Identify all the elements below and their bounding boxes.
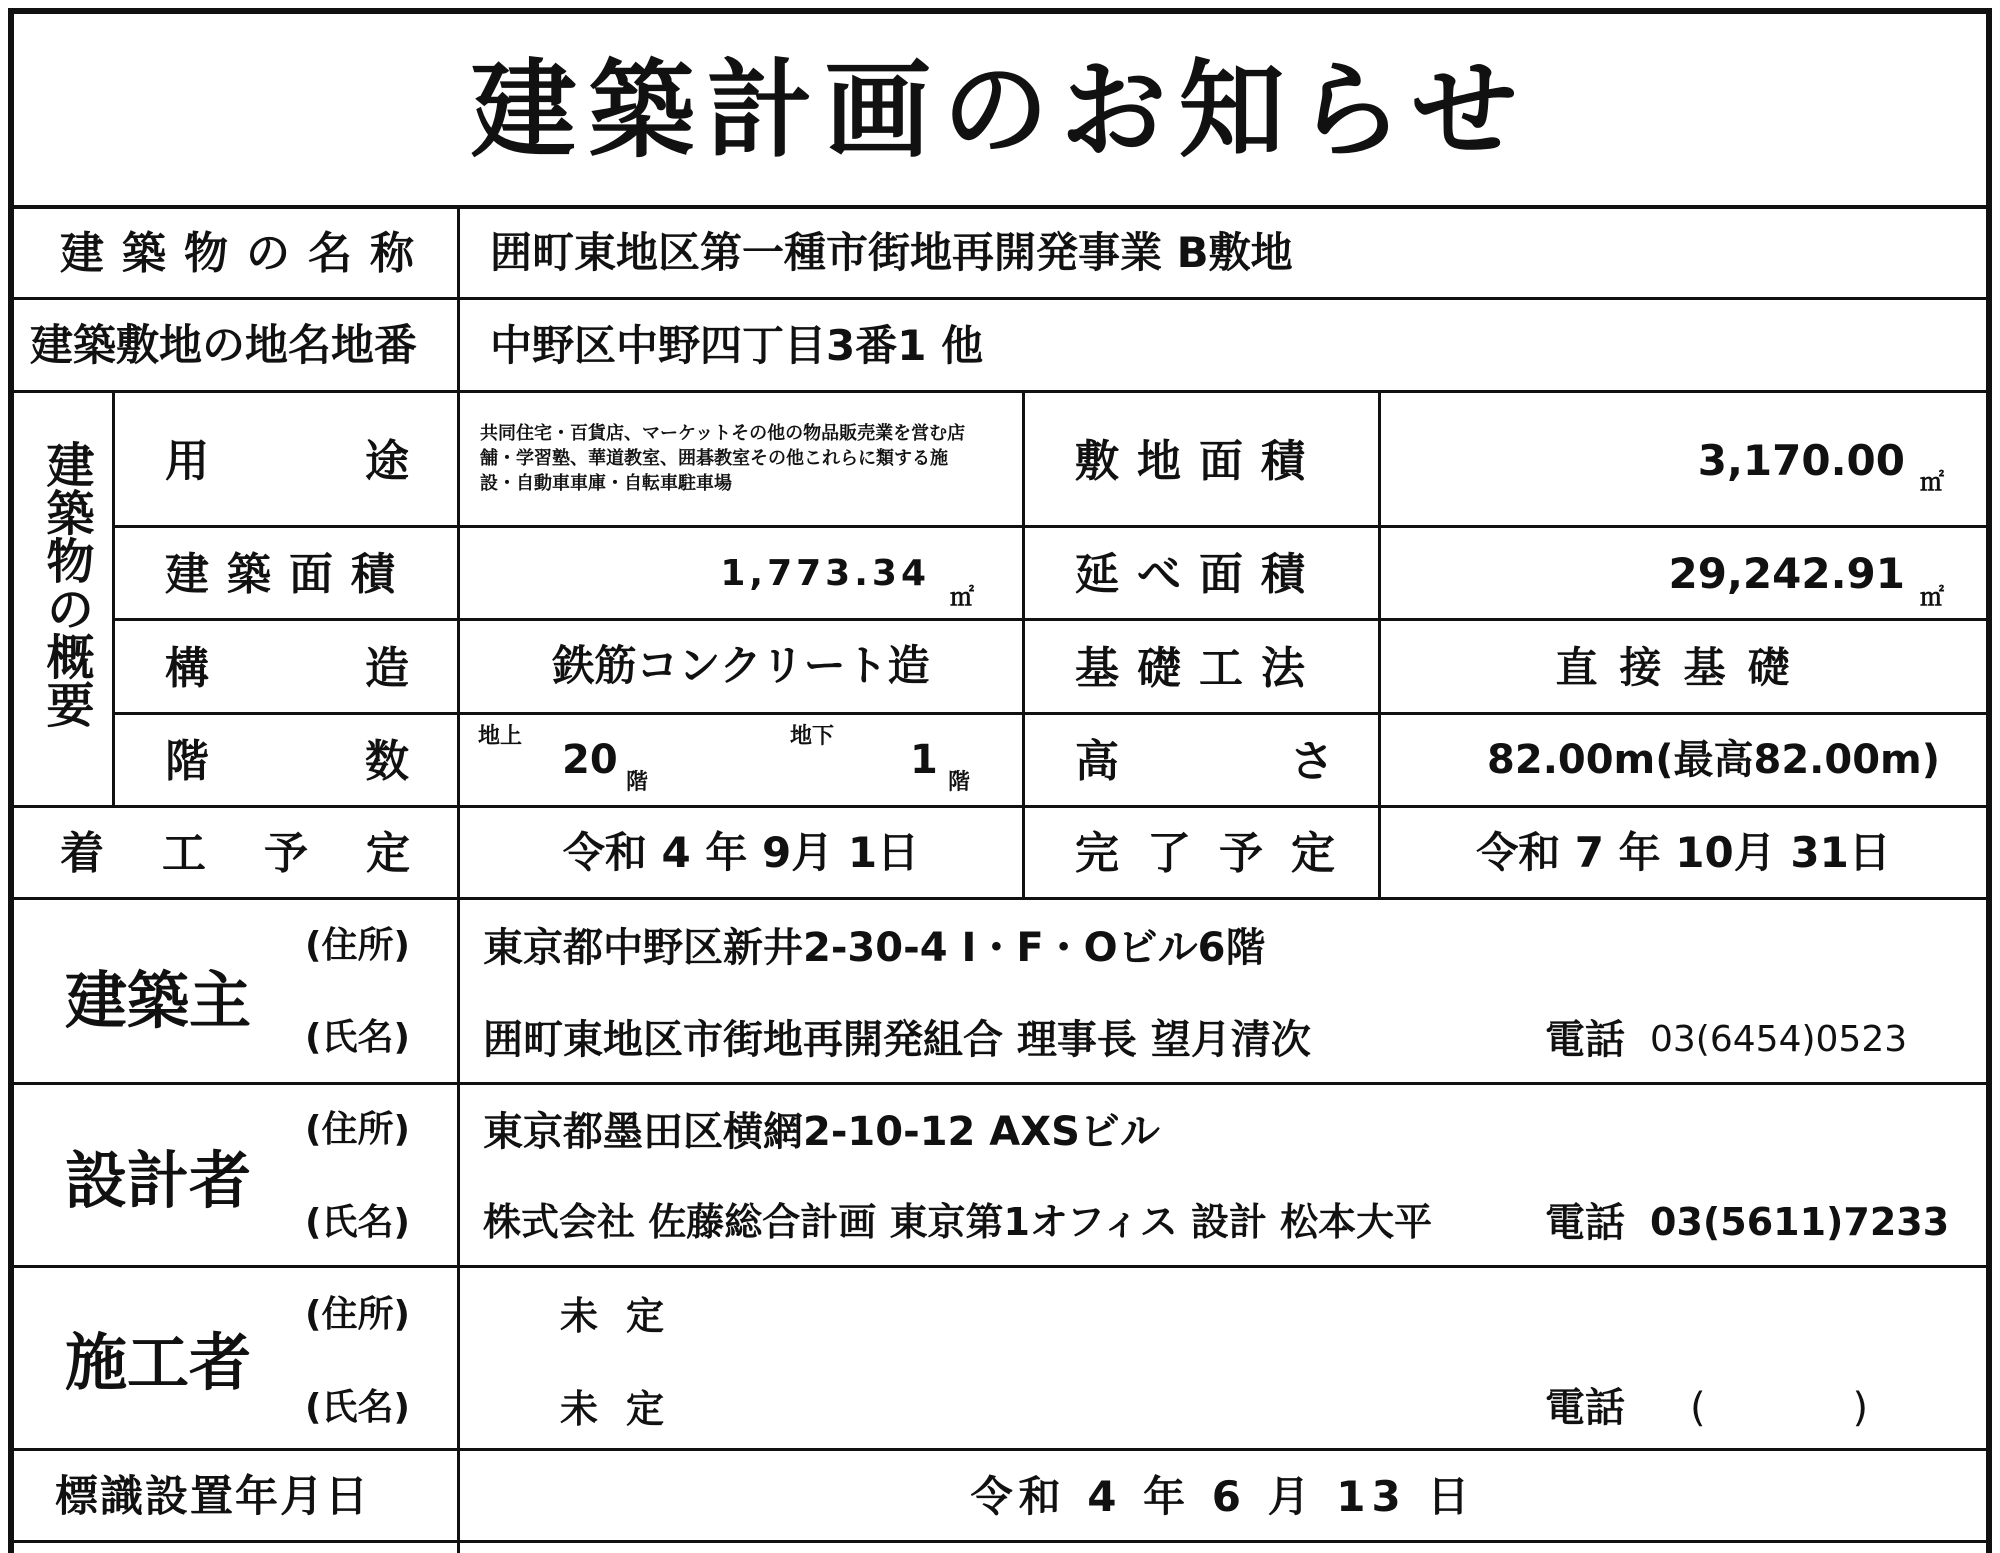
designer-name-value: 株式会社 佐藤総合計画 東京第1オフィス 設計 松本大平	[483, 1200, 1433, 1244]
height-label-start: 高	[1075, 736, 1119, 787]
frame-left	[8, 8, 14, 1553]
contractor-address-value: 未定	[560, 1294, 693, 1338]
owner-name-label: (氏名)	[305, 1017, 410, 1058]
owner-address-label: (住所)	[305, 925, 410, 966]
floors-label-end: 数	[365, 736, 409, 787]
use-value-line-2: 舗・学習塾、華道教室、囲碁教室その他これらに類する施	[480, 448, 948, 469]
rule	[8, 390, 1992, 393]
floor-area-value: 29,242.91	[1668, 549, 1905, 598]
rule-main-column	[457, 207, 460, 1553]
overview-section-label: 建築物の概要	[38, 440, 94, 728]
use-value-line-1: 共同住宅・百貨店、マーケットその他の物品販売業を営む店	[480, 423, 966, 444]
below-ground-label: 地下	[790, 724, 835, 749]
site-location-label: 建築敷地の地名地番	[30, 321, 417, 371]
rule	[112, 525, 1992, 528]
rule	[8, 1448, 1992, 1451]
site-area-value: 3,170.00	[1697, 436, 1905, 485]
frame-right	[1986, 8, 1992, 1553]
foundation-label: 基礎工法	[1075, 643, 1323, 694]
completion-date-label: 完了予定	[1075, 828, 1363, 879]
owner-phone-value: 03(6454)0523	[1650, 1019, 1908, 1060]
contractor-address-label: (住所)	[305, 1294, 410, 1335]
above-ground-value: 20	[562, 737, 618, 783]
structure-label-start: 構	[165, 643, 209, 694]
building-name-value: 囲町東地区第一種市街地再開発事業 B敷地	[490, 228, 1293, 277]
rule	[8, 1540, 1992, 1543]
contractor-name-value: 未定	[560, 1387, 693, 1431]
use-label-start: 用	[165, 436, 209, 487]
rule-under-title	[8, 205, 1992, 209]
above-ground-label: 地上	[478, 724, 523, 749]
rule	[8, 1265, 1992, 1268]
structure-label-end: 造	[365, 643, 409, 694]
contractor-label: 施工者	[65, 1326, 252, 1399]
floors-label-start: 階	[165, 736, 209, 787]
rule	[8, 1082, 1992, 1085]
owner-phone-label: 電話	[1545, 1017, 1625, 1063]
site-area-unit: ㎡	[1920, 468, 1944, 496]
start-date-label: 着工予定	[60, 828, 468, 879]
frame-top	[8, 8, 1992, 14]
height-label-end: さ	[1290, 736, 1334, 787]
rule	[8, 297, 1992, 300]
building-area-value: 1,773.34	[720, 553, 930, 594]
site-area-label: 敷地面積	[1075, 436, 1323, 487]
site-location-value: 中野区中野四丁目3番1 他	[490, 321, 984, 370]
above-ground-unit: 階	[626, 770, 649, 795]
owner-address-value: 東京都中野区新井2-30-4 I・F・Oビル6階	[483, 925, 1266, 971]
building-area-unit: ㎡	[950, 583, 974, 611]
building-area-label: 建築面積	[165, 549, 413, 600]
below-ground-value: 1	[910, 737, 938, 783]
designer-phone-label: 電話	[1545, 1200, 1625, 1246]
use-value-line-3: 設・自動車車庫・自転車駐車場	[480, 473, 732, 494]
designer-address-value: 東京都墨田区横網2-10-12 AXSビル	[483, 1109, 1160, 1155]
designer-label: 設計者	[65, 1144, 252, 1217]
rule	[112, 712, 1992, 715]
start-date-value: 令和 4 年 9月 1日	[562, 828, 920, 877]
completion-date-value: 令和 7 年 10月 31日	[1476, 828, 1891, 877]
rule	[1022, 392, 1025, 899]
contractor-phone-value: ( )	[1690, 1385, 1869, 1431]
floor-area-unit: ㎡	[1920, 583, 1944, 611]
designer-address-label: (住所)	[305, 1109, 410, 1150]
foundation-value: 直接基礎	[1555, 643, 1812, 692]
rule	[112, 618, 1992, 621]
rule	[8, 805, 1992, 808]
rule	[8, 897, 1992, 900]
building-name-label: 建築物の名称	[60, 228, 432, 279]
owner-name-value: 囲町東地区市街地再開発組合 理事長 望月清次	[483, 1017, 1311, 1063]
contractor-phone-label: 電話	[1545, 1385, 1625, 1431]
designer-phone-value: 03(5611)7233	[1650, 1200, 1950, 1244]
designer-name-label: (氏名)	[305, 1202, 410, 1243]
below-ground-unit: 階	[948, 770, 971, 795]
owner-label: 建築主	[65, 964, 252, 1037]
floor-area-label: 延べ面積	[1075, 549, 1323, 600]
sign-installed-value: 令和 4 年 6 月 13 日	[970, 1472, 1476, 1521]
rule-overview-column	[112, 392, 115, 807]
rule	[1378, 392, 1381, 899]
height-value: 82.00m(最高82.00m)	[1487, 737, 1940, 783]
sign-installed-label: 標識設置年月日	[55, 1472, 370, 1522]
use-label-end: 途	[365, 436, 409, 487]
structure-value: 鉄筋コンクリート造	[552, 641, 930, 690]
contractor-name-label: (氏名)	[305, 1387, 410, 1428]
page-title: 建築計画のお知らせ	[470, 49, 1530, 172]
